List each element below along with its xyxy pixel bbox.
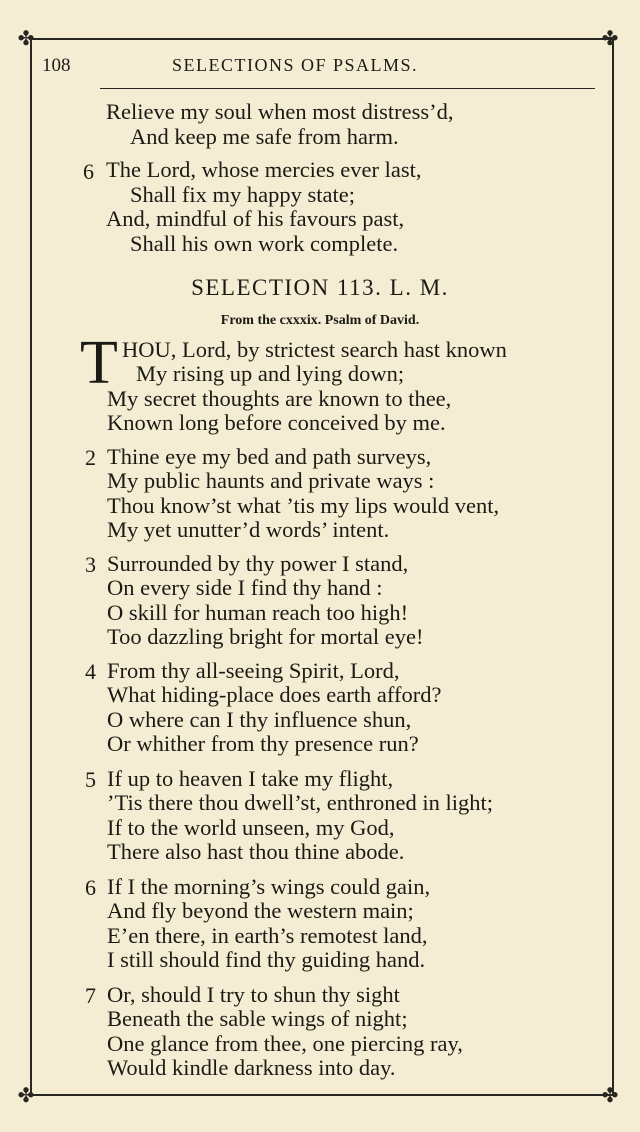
running-title: SELECTIONS OF PSALMS. bbox=[172, 55, 419, 75]
verse-line: Thine eye my bed and path surveys, bbox=[107, 444, 432, 469]
verse-line: Too dazzling bright for mortal eye! bbox=[107, 624, 424, 649]
verse-line: O skill for human reach too high! bbox=[107, 600, 409, 625]
verse-line: If to the world unseen, my God, bbox=[107, 815, 395, 840]
stanza-number: 4 bbox=[85, 659, 96, 684]
verse-line: Surrounded by thy power I stand, bbox=[107, 551, 409, 576]
verse-line: Or, should I try to shun thy sight bbox=[107, 982, 400, 1007]
verse-line: My rising up and lying down; bbox=[136, 361, 405, 386]
stanza-number: 6 bbox=[83, 159, 94, 184]
stanza-number: 3 bbox=[85, 552, 96, 577]
verse-line: O where can I thy influence shun, bbox=[107, 707, 412, 732]
verse-line: And, mindful of his favours past, bbox=[106, 206, 405, 231]
verse-line: What hiding-place does earth afford? bbox=[107, 682, 442, 707]
verse-line: There also hast thou thine abode. bbox=[107, 839, 405, 864]
verse-line: I still should find thy guiding hand. bbox=[107, 947, 426, 972]
corner-ornament-icon: ✤ bbox=[601, 26, 619, 50]
corner-ornament-icon: ✤ bbox=[17, 26, 35, 50]
verse-line: And fly beyond the western main; bbox=[107, 898, 414, 923]
verse-line: Or whither from thy presence run? bbox=[107, 731, 419, 756]
stanza-number: 6 bbox=[85, 875, 96, 900]
verse-line: My yet unutter’d words’ intent. bbox=[107, 517, 390, 542]
verse-line: Thou know’st what ’tis my lips would vent, bbox=[107, 493, 500, 518]
drop-cap: T bbox=[80, 329, 118, 397]
corner-ornament-icon: ✤ bbox=[17, 1083, 35, 1107]
verse-line: Relieve my soul when most distress’d, bbox=[106, 99, 454, 124]
verse-line: If up to heaven I take my flight, bbox=[107, 766, 394, 791]
bottom-rule bbox=[30, 1094, 612, 1096]
verse-line: The Lord, whose mercies ever last, bbox=[106, 157, 422, 182]
verse-line: My public haunts and private ways : bbox=[107, 468, 435, 493]
stanza-number: 2 bbox=[85, 445, 96, 470]
verse-line: Shall fix my happy state; bbox=[130, 182, 355, 207]
verse-line: If I the morning’s wings could gain, bbox=[107, 874, 431, 899]
verse-line: My secret thoughts are known to thee, bbox=[107, 386, 452, 411]
stanza-number: 5 bbox=[85, 767, 96, 792]
stanza-number: 7 bbox=[85, 983, 96, 1008]
verse-line: Known long before conceived by me. bbox=[107, 410, 446, 435]
verse-line: And keep me safe from harm. bbox=[130, 124, 399, 149]
header-rule bbox=[100, 88, 595, 89]
verse-line: E’en there, in earth’s remotest land, bbox=[107, 923, 428, 948]
selection-subtitle: From the cxxxix. Psalm of David. bbox=[220, 313, 420, 328]
verse-line: Shall his own work complete. bbox=[130, 231, 399, 256]
corner-ornament-icon: ✤ bbox=[601, 1083, 619, 1107]
verse-line: On every side I find thy hand : bbox=[107, 575, 383, 600]
page-number: 108 bbox=[42, 55, 71, 76]
selection-title: SELECTION 113. L. M. bbox=[191, 275, 449, 300]
verse-line: Beneath the sable wings of night; bbox=[107, 1006, 408, 1031]
top-rule bbox=[30, 38, 612, 40]
verse-line: One glance from thee, one piercing ray, bbox=[107, 1031, 463, 1056]
verse-line: HOU, Lord, by strictest search hast known bbox=[122, 337, 507, 362]
page-header bbox=[42, 55, 597, 81]
verse-line: ’Tis there thou dwell’st, enthroned in light; bbox=[107, 790, 494, 815]
verse-line: Would kindle darkness into day. bbox=[107, 1055, 396, 1080]
verse-line: From thy all-seeing Spirit, Lord, bbox=[107, 658, 400, 683]
